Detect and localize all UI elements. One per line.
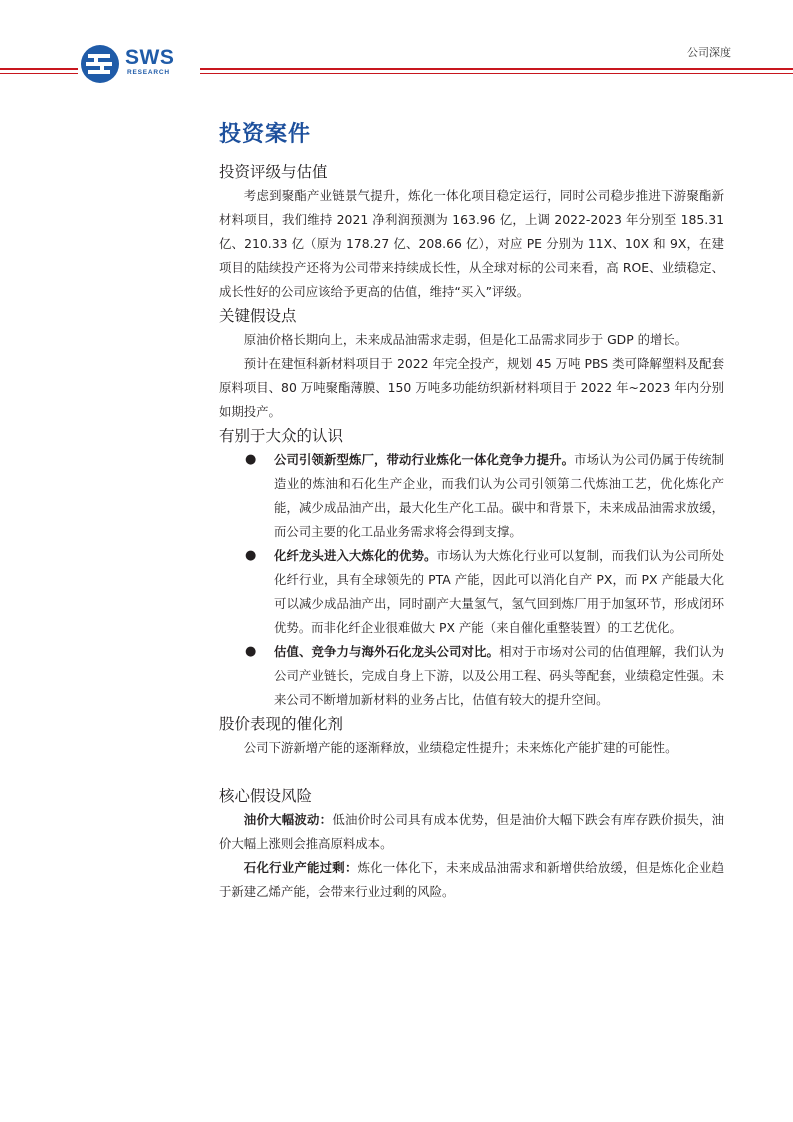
view-lead: 化纤龙头进入大炼化的优势。 xyxy=(274,548,437,563)
bullet-icon: ● xyxy=(245,452,257,467)
views-list xyxy=(219,448,724,712)
risk-text: 低油价时公司具有成本优势，但是油价大幅下跌会有库存跌价损失，油价大幅上涨则会推高原料成本。 xyxy=(219,812,725,851)
assumptions-paragraph-2: 预计在建恒科新材料项目于 2022 年完全投产，规划 45 万吨 PBS 类可降解塑料及配套原料项目、80 万吨聚酯薄膜、150 万吨多功能纺织新材料项目于 2022 年~2023 年内分别如期投产。 xyxy=(219,356,724,419)
view-lead: 估值、竞争力与海外石化龙头公司对比。 xyxy=(274,644,500,659)
page-header xyxy=(0,0,793,90)
risk-lead: 油价大幅波动： xyxy=(243,812,333,827)
section-heading-catalyst: 股价表现的催化剂 xyxy=(219,715,344,733)
header-rule xyxy=(200,68,793,70)
risk-paragraph xyxy=(219,856,724,904)
view-text: 市场认为大炼化行业可以复制，而我们认为公司所处化纤行业，具有全球领先的 PTA 产能，因此可以消化自产 PX，而 PX 产能最大化可以减少成品油产出，同时副产大量氢气，氢气回到炼厂用于加氢环节，形成闭环优势。而非化纤企业很难做大 PX 产能（来自催化重整装置）的工艺优化。 xyxy=(274,548,725,635)
risk-text: 炼化一体化下，未来成品油需求和新增供给放缓，但是炼化企业趋于新建乙烯产能，会带来行业过剩的风险。 xyxy=(219,860,725,899)
section-heading-views: 有别于大众的认识 xyxy=(219,427,344,445)
page-title: 投资案件 xyxy=(219,122,312,147)
logo-text: SWS xyxy=(125,46,175,69)
section-heading-risks: 核心假设风险 xyxy=(219,787,313,805)
section-heading-rating: 投资评级与估值 xyxy=(219,163,328,181)
risk-lead: 石化行业产能过剩： xyxy=(243,860,358,875)
risk-paragraph xyxy=(219,808,724,856)
view-text: 相对于市场对公司的估值理解，我们认为公司产业链长，完成自身上下游，以及公用工程、码头等配套，业绩稳定性强。未来公司不断增加新材料的业务占比，估值有较大的提升空间。 xyxy=(274,644,725,707)
rating-paragraph: 考虑到聚酯产业链景气提升，炼化一体化项目稳定运行，同时公司稳步推进下游聚酯新材料项目，我们维持 2021 净利润预测为 163.96 亿，上调 2022-2023 年分别至 185.31 亿、210.33 亿（原为 178.27 亿、208.66 亿），对应 PE 分别为 11X、10X 和 9X，在建项目的陆续投产还将为公司带来持续成长性，从全球对标的公司来看，高 ROE、业绩稳定、成长性好的公司应该给予更高的估值，维持“买入”评级。 xyxy=(219,188,724,299)
main-content xyxy=(219,118,724,904)
bullet-icon: ● xyxy=(245,644,257,659)
logo-subtext: RESEARCH xyxy=(127,69,170,76)
view-lead: 公司引领新型炼厂，带动行业炼化一体化竞争力提升。 xyxy=(274,452,575,467)
report-type-label: 公司深度 xyxy=(687,46,731,59)
list-item xyxy=(219,544,724,640)
assumptions-paragraph-1: 原油价格长期向上，未来成品油需求走弱，但是化工品需求同步于 GDP 的增长。 xyxy=(243,332,688,347)
list-item xyxy=(219,448,724,544)
header-rule xyxy=(0,68,78,70)
catalyst-paragraph: 公司下游新增产能的逐渐释放，业绩稳定性提升；未来炼化产能扩建的可能性。 xyxy=(243,740,678,755)
header-rule xyxy=(0,73,78,74)
section-heading-assumptions: 关键假设点 xyxy=(219,307,297,325)
view-text: 市场认为公司仍属于传统制造业的炼油和石化生产企业，而我们认为公司引领第二代炼油工艺，优化炼化产能，减少成品油产出，最大化生产化工品。碳中和背景下，未来成品油需求放缓，而公司主要的化工品业务需求将会得到支撑。 xyxy=(274,452,725,539)
header-rule xyxy=(200,73,793,74)
list-item xyxy=(219,640,724,712)
bullet-icon: ● xyxy=(245,548,257,563)
